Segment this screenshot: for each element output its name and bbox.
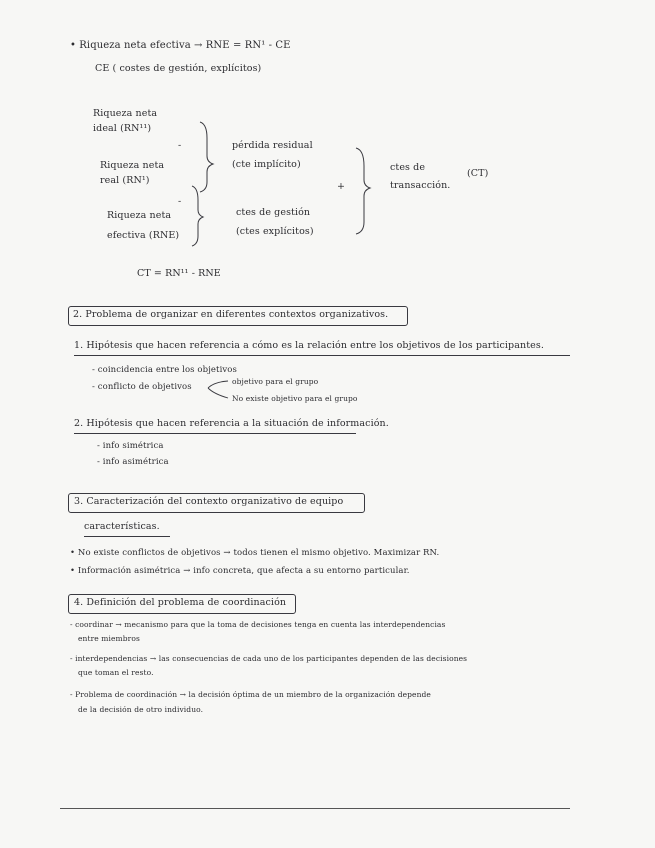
label-ct: (CT) [467, 168, 489, 179]
interdependencias-line-1: - interdependencias → las consecuencias de cada uno de los participantes dependen de las decisiones [70, 654, 468, 663]
no-objetivo-grupo-item: No existe objetivo para el grupo [232, 394, 358, 403]
caracteristicas-heading: características. [84, 521, 160, 532]
minus-sign-1: - [178, 140, 182, 151]
hypothesis-1-underline [74, 355, 570, 356]
section-2-title: 2. Problema de organizar en diferentes contextos organizativos. [73, 309, 389, 320]
label-riqueza-real-2: real (RN¹) [100, 175, 150, 186]
info-asimetrica-detail: • Información asimétrica → info concreta, que afecta a su entorno particular. [70, 566, 410, 576]
line-ce-definition: CE ( costes de gestión, explícitos) [95, 63, 262, 74]
label-riqueza-real-1: Riqueza neta [100, 160, 165, 171]
label-riqueza-efectiva-1: Riqueza neta [107, 210, 172, 221]
hypothesis-1-title: 1. Hipótesis que hacen referencia a cómo es la relación entre los objetivos de los participantes. [74, 340, 544, 351]
label-transaccion: transacción. [390, 180, 451, 191]
label-riqueza-efectiva-2: efectiva (RNE) [107, 230, 180, 241]
section-3-title: 3. Caracterización del contexto organizativo de equipo [74, 496, 344, 507]
coordinar-line-2: entre miembros [78, 634, 140, 643]
objetivo-grupo-item: objetivo para el grupo [232, 377, 319, 386]
conflicto-item: - conflicto de objetivos [92, 382, 192, 392]
line-riqueza-efectiva: • Riqueza neta efectiva → RNE = RN¹ - CE [70, 40, 291, 51]
plus-sign: + [337, 181, 346, 192]
no-conflicto-item: • No existe conflictos de objetivos → todos tienen el mismo objetivo. Maximizar RN. [70, 548, 440, 558]
interdependencias-line-2: que toman el resto. [78, 668, 154, 677]
label-riqueza-ideal-1: Riqueza neta [93, 108, 158, 119]
label-ctes-explicitos: (ctes explícitos) [236, 226, 314, 237]
minus-sign-2: - [178, 196, 182, 207]
formula-ct: CT = RN¹¹ - RNE [137, 268, 221, 279]
coordinar-line-1: - coordinar → mecanismo para que la toma de decisiones tenga en cuenta las interdependencias [70, 620, 446, 629]
problema-coordinacion-line-1: - Problema de coordinación → la decisión óptima de un miembro de la organización depende [70, 690, 431, 699]
label-perdida-residual: pérdida residual [232, 140, 313, 151]
label-ctes-gestion: ctes de gestión [236, 207, 311, 218]
coincidencia-item: - coincidencia entre los objetivos [92, 365, 237, 375]
hypothesis-2-title: 2. Hipótesis que hacen referencia a la situación de información. [74, 418, 389, 429]
caracteristicas-underline [84, 536, 170, 537]
problema-coordinacion-line-2: de la decisión de otro individuo. [78, 705, 204, 714]
label-cte-implicito: (cte implícito) [232, 159, 301, 170]
bottom-rule [60, 808, 570, 809]
label-ctes-de: ctes de [390, 162, 426, 173]
info-simetrica-item: - info simétrica [97, 441, 164, 451]
label-riqueza-ideal-2: ideal (RN¹¹) [93, 123, 152, 134]
hypothesis-2-underline [74, 433, 356, 434]
info-asimetrica-item: - info asimétrica [97, 457, 169, 467]
section-4-title: 4. Definición del problema de coordinación [74, 597, 287, 608]
